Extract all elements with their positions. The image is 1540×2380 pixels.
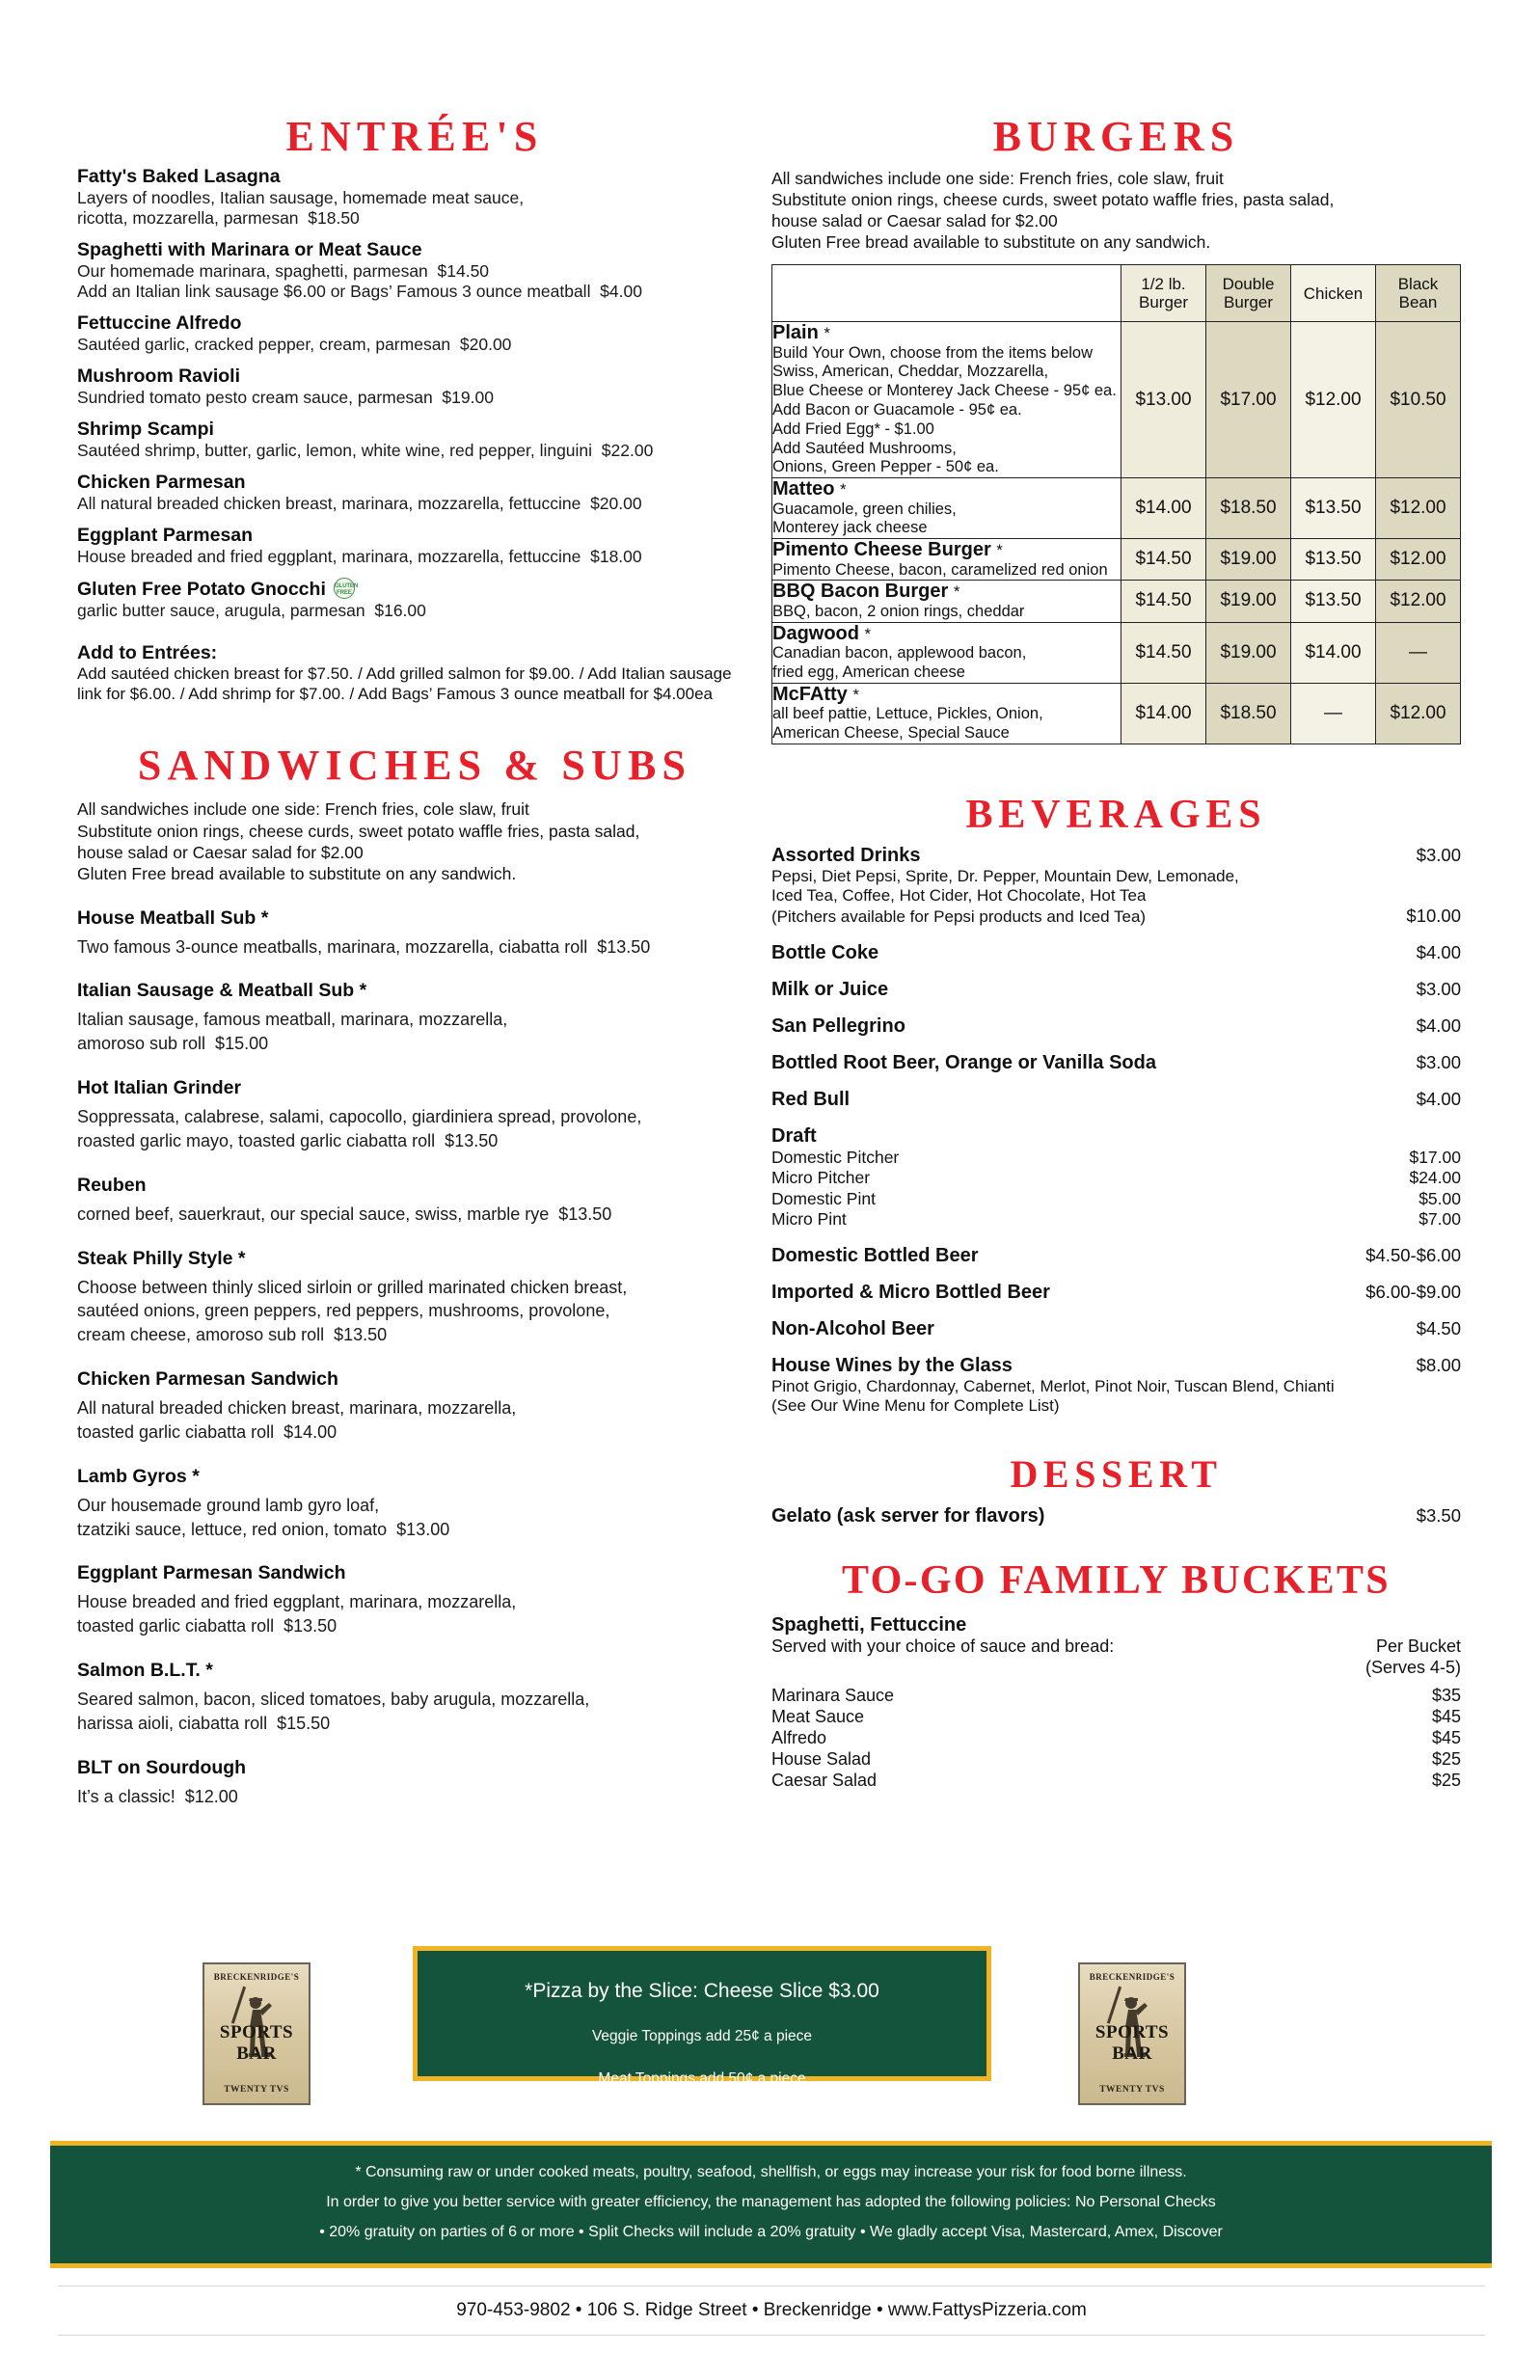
asterisk-icon: * bbox=[996, 541, 1003, 560]
togo-subtitle: Spaghetti, Fettuccine bbox=[771, 1613, 967, 1636]
beverage-price: $6.00-$9.00 bbox=[1365, 1281, 1461, 1302]
burger-name-cell bbox=[772, 322, 1121, 478]
sandwich-item-name: Reuben bbox=[77, 1174, 147, 1196]
sandwiches-list bbox=[77, 907, 752, 1809]
entree-item bbox=[77, 578, 752, 621]
burger-column-header: Double Burger bbox=[1206, 265, 1291, 322]
sandwich-item bbox=[77, 1077, 752, 1153]
entree-item-desc: House breaded and fried eggplant, marinara, mozzarella, fettuccine $18.00 bbox=[77, 547, 642, 566]
sandwich-item-desc: Our housemade ground lamb gyro loaf, tzatziki sauce, lettuce, red onion, tomato $13.00 bbox=[77, 1495, 450, 1539]
sandwich-item-desc: All natural breaded chicken breast, marinara, mozzarella, toasted garlic ciabatta roll $14.00 bbox=[77, 1398, 517, 1442]
togo-block bbox=[771, 1614, 1461, 1793]
togo-price: $25 bbox=[1431, 1771, 1461, 1791]
togo-label: Alfredo bbox=[771, 1728, 827, 1748]
sandwich-item-name: Salmon B.L.T. * bbox=[77, 1660, 213, 1682]
burger-price-cell: $14.00 bbox=[1291, 622, 1376, 683]
beverage-row bbox=[771, 845, 1461, 867]
togo-label: Caesar Salad bbox=[771, 1771, 878, 1791]
beverage-price: $4.00 bbox=[1416, 1088, 1461, 1109]
burger-table-row bbox=[772, 322, 1461, 478]
sports-bar-logo-left bbox=[203, 1962, 311, 2105]
beverage-name: House Wines by the Glass bbox=[771, 1354, 1013, 1376]
beverage-price: $3.00 bbox=[1416, 844, 1461, 865]
beverage-row bbox=[771, 1015, 1461, 1038]
beverage-price: $4.50 bbox=[1416, 1317, 1461, 1339]
sandwich-item-desc: It’s a classic! $12.00 bbox=[77, 1786, 238, 1806]
sandwich-item-desc: corned beef, sauerkraut, our special sauce, swiss, marble rye $13.50 bbox=[77, 1204, 612, 1224]
draft-price: $24.00 bbox=[1409, 1168, 1461, 1188]
burger-name: Dagwood * bbox=[772, 622, 872, 644]
burger-price-cell: — bbox=[1376, 622, 1461, 683]
draft-heading: Draft bbox=[771, 1124, 817, 1147]
togo-per-bucket-label: Per Bucket bbox=[1375, 1636, 1461, 1656]
burger-name-cell bbox=[772, 622, 1121, 683]
beverage-row bbox=[771, 1318, 1461, 1340]
beverage-row bbox=[771, 1245, 1461, 1267]
burger-table-row bbox=[772, 683, 1461, 744]
togo-label: Marinara Sauce bbox=[771, 1686, 895, 1706]
burger-desc: BBQ, bacon, 2 onion rings, cheddar bbox=[772, 602, 1025, 620]
burger-price-cell: $13.00 bbox=[1121, 322, 1206, 478]
logo-bottom-text: TWENTY TVS bbox=[224, 2085, 289, 2095]
burger-name-cell bbox=[772, 478, 1121, 539]
togo-price: $45 bbox=[1431, 1728, 1461, 1748]
policy-line-1: * Consuming raw or under cooked meats, poultry, seafood, shellfish, or eggs may increase your risk for food borne illness. bbox=[355, 2164, 1187, 2180]
burger-price-cell: $14.50 bbox=[1121, 622, 1206, 683]
togo-price: $35 bbox=[1431, 1686, 1461, 1706]
entree-item-name: Eggplant Parmesan bbox=[77, 525, 254, 546]
burger-desc: Pimento Cheese, bacon, caramelized red onion bbox=[772, 560, 1108, 579]
entree-item-desc: Sautéed shrimp, butter, garlic, lemon, white wine, red pepper, linguini $22.00 bbox=[77, 441, 654, 460]
togo-line bbox=[771, 1686, 1461, 1707]
burger-price-cell: $12.00 bbox=[1376, 581, 1461, 622]
logo-bottom-text-right: TWENTY TVS bbox=[1099, 2085, 1165, 2095]
togo-serves-row bbox=[771, 1658, 1461, 1679]
sandwich-item bbox=[77, 980, 752, 1056]
togo-line bbox=[771, 1707, 1461, 1728]
entree-item bbox=[77, 472, 752, 514]
draft-price: $7.00 bbox=[1418, 1209, 1461, 1230]
burger-table-row bbox=[772, 622, 1461, 683]
slice-veggie-line: Veggie Toppings add 25¢ a piece bbox=[591, 2028, 813, 2044]
beverage-assorted-block bbox=[771, 845, 1461, 928]
logo-top-text: BRECKENRIDGE'S bbox=[213, 1972, 300, 1982]
burger-price-cell: $19.00 bbox=[1206, 622, 1291, 683]
beverage-pitcher-price: $10.00 bbox=[1406, 906, 1461, 927]
burger-price-cell: $14.00 bbox=[1121, 683, 1206, 744]
togo-label: Meat Sauce bbox=[771, 1707, 865, 1727]
draft-label: Micro Pitcher bbox=[771, 1168, 871, 1188]
entree-item-desc: Our homemade marinara, spaghetti, parmesan $14.50 Add an Italian link sausage $6.00 or Bags’ Famous 3 ounce meatball $4.00 bbox=[77, 261, 642, 301]
beverage-price: $3.00 bbox=[1416, 1051, 1461, 1072]
beverage-price: $4.00 bbox=[1416, 941, 1461, 962]
burger-price-cell: $14.50 bbox=[1121, 581, 1206, 622]
contact-info-bar bbox=[58, 2285, 1485, 2336]
entree-item-name: Fettuccine Alfredo bbox=[77, 312, 242, 334]
entree-item bbox=[77, 239, 752, 302]
togo-label: House Salad bbox=[771, 1749, 872, 1770]
togo-price: $25 bbox=[1431, 1749, 1461, 1770]
entree-item-desc: All natural breaded chicken breast, marinara, mozzarella, fettuccine $20.00 bbox=[77, 494, 642, 513]
beverages-heading: BEVERAGES bbox=[965, 792, 1267, 837]
beverage-row bbox=[771, 1052, 1461, 1074]
beverage-price: $8.00 bbox=[1416, 1354, 1461, 1375]
beverage-row bbox=[771, 1089, 1461, 1111]
sandwich-item-name: Hot Italian Grinder bbox=[77, 1077, 242, 1099]
beverage-pitcher-text: (Pitchers available for Pepsi products and Iced Tea) bbox=[771, 907, 1147, 927]
draft-line bbox=[771, 1148, 1461, 1169]
draft-price: $17.00 bbox=[1409, 1147, 1461, 1167]
entree-item bbox=[77, 419, 752, 461]
beverage-desc: Pepsi, Diet Pepsi, Sprite, Dr. Pepper, Mountain Dew, Lemonade, Iced Tea, Coffee, Hot Cider, Hot Chocolate, Hot Tea bbox=[771, 866, 1239, 905]
togo-serves-label: (Serves 4-5) bbox=[1364, 1657, 1461, 1677]
draft-line bbox=[771, 1168, 1461, 1189]
left-column bbox=[77, 113, 752, 1830]
policy-disclaimer-box bbox=[50, 2141, 1492, 2268]
togo-price: $45 bbox=[1431, 1707, 1461, 1727]
draft-price: $5.00 bbox=[1418, 1188, 1461, 1208]
beverage-price: $3.00 bbox=[1416, 978, 1461, 999]
entree-item-name: Gluten Free Potato Gnocchi GLUTEN FREE bbox=[77, 579, 359, 600]
entree-item-name: Fatty's Baked Lasagna bbox=[77, 166, 281, 187]
entree-item bbox=[77, 312, 752, 355]
burger-price-cell: — bbox=[1291, 683, 1376, 744]
entree-item bbox=[77, 166, 752, 229]
sandwich-item bbox=[77, 1248, 752, 1347]
burger-desc: Guacamole, green chilies, Monterey jack cheese bbox=[772, 500, 957, 537]
burger-price-cell: $19.00 bbox=[1206, 581, 1291, 622]
add-to-entrees-heading: Add to Entrées: bbox=[77, 642, 218, 663]
add-to-entrees-desc: Add sautéed chicken breast for $7.50. / Add grilled salmon for $9.00. / Add Italian sausage link for $6.00. / Add shrimp for $7.00. / Add Bags’ Famous 3 ounce meatball for $4.00ea bbox=[77, 664, 732, 703]
togo-line bbox=[771, 1771, 1461, 1792]
togo-heading: TO-GO FAMILY BUCKETS bbox=[842, 1557, 1391, 1603]
slice-meat-line: Meat Toppings add 50¢ a piece bbox=[598, 2070, 806, 2087]
burger-table-row bbox=[772, 539, 1461, 581]
beverage-name: Red Bull bbox=[771, 1088, 851, 1110]
burger-price-cell: $14.50 bbox=[1121, 539, 1206, 581]
dessert-item-price: $3.50 bbox=[1416, 1504, 1461, 1526]
entree-item-desc: Sautéed garlic, cracked pepper, cream, parmesan $20.00 bbox=[77, 335, 512, 354]
burger-column-header: 1/2 lb. Burger bbox=[1121, 265, 1206, 322]
burger-price-cell: $18.50 bbox=[1206, 478, 1291, 539]
beverage-name: Bottled Root Beer, Orange or Vanilla Soda bbox=[771, 1051, 1156, 1073]
burger-price-cell: $12.00 bbox=[1376, 478, 1461, 539]
beverages-list bbox=[771, 845, 1461, 1417]
draft-label: Micro Pint bbox=[771, 1209, 847, 1230]
burgers-note: All sandwiches include one side: French fries, cole slaw, fruit Substitute onion rings, cheese curds, sweet potato waffle fries, pasta salad, house salad or Caesar salad for $2.00 Gluten Free bread available to substitute on any sandwich. bbox=[771, 169, 1335, 253]
burger-price-cell: $10.50 bbox=[1376, 322, 1461, 478]
sandwiches-note: All sandwiches include one side: French fries, cole slaw, fruit Substitute onion rings, cheese curds, sweet potato waffle fries, pasta salad, house salad or Caesar salad for $2.00 Gluten Free bread available to substitute on any sandwich. bbox=[77, 799, 640, 883]
burger-price-cell: $14.00 bbox=[1121, 478, 1206, 539]
sandwich-item bbox=[77, 1175, 752, 1227]
entree-item bbox=[77, 365, 752, 408]
beverage-name: Domestic Bottled Beer bbox=[771, 1244, 979, 1266]
burger-table-row bbox=[772, 478, 1461, 539]
dessert-heading: DESSERT bbox=[1010, 1451, 1223, 1496]
burger-name: Pimento Cheese Burger * bbox=[772, 539, 1003, 561]
beverage-name: Milk or Juice bbox=[771, 978, 889, 1000]
burger-desc: all beef pattie, Lettuce, Pickles, Onion, American Cheese, Special Sauce bbox=[772, 704, 1043, 742]
togo-served-label: Served with your choice of sauce and bread: bbox=[771, 1636, 1115, 1656]
burger-price-cell: $19.00 bbox=[1206, 539, 1291, 581]
asterisk-icon: * bbox=[953, 582, 960, 602]
slice-title: *Pizza by the Slice: Cheese Slice $3.00 bbox=[525, 1980, 879, 2002]
sandwich-item-name: Steak Philly Style * bbox=[77, 1247, 246, 1269]
draft-label: Domestic Pitcher bbox=[771, 1147, 900, 1167]
contact-text: 970-453-9802 • 106 S. Ridge Street • Breckenridge • www.FattysPizzeria.com bbox=[456, 2300, 1087, 2320]
togo-line bbox=[771, 1749, 1461, 1771]
entree-item-name: Shrimp Scampi bbox=[77, 419, 214, 440]
asterisk-icon: * bbox=[824, 324, 830, 343]
entree-item-name: Chicken Parmesan bbox=[77, 472, 246, 493]
add-to-entrees-block bbox=[77, 642, 752, 704]
sandwich-item-name: Lamb Gyros * bbox=[77, 1465, 200, 1487]
beverage-desc: Pinot Grigio, Chardonnay, Cabernet, Merlot, Pinot Noir, Tuscan Blend, Chianti (See Our Wine Menu for Complete List) bbox=[771, 1376, 1335, 1416]
beverage-price: $4.50-$6.00 bbox=[1365, 1244, 1461, 1265]
beverage-price: $4.00 bbox=[1416, 1014, 1461, 1036]
sports-bar-logo-right bbox=[1078, 1962, 1186, 2105]
burger-name: BBQ Bacon Burger * bbox=[772, 581, 960, 603]
sandwich-item bbox=[77, 1562, 752, 1638]
togo-served-row bbox=[771, 1636, 1461, 1658]
burger-desc: Canadian bacon, applewood bacon, fried egg, American cheese bbox=[772, 643, 1027, 681]
burger-price-cell: $13.50 bbox=[1291, 581, 1376, 622]
beverage-name: Non-Alcohol Beer bbox=[771, 1317, 934, 1339]
burger-name-cell bbox=[772, 581, 1121, 622]
entree-item-name: Mushroom Ravioli bbox=[77, 365, 241, 387]
beverage-name: Bottle Coke bbox=[771, 941, 879, 963]
house-wines-block bbox=[771, 1355, 1461, 1417]
burger-price-cell: $12.00 bbox=[1376, 539, 1461, 581]
burger-price-cell: $13.50 bbox=[1291, 539, 1376, 581]
beverage-pitcher-row bbox=[771, 906, 1461, 927]
entree-item-desc: Sundried tomato pesto cream sauce, parmesan $19.00 bbox=[77, 388, 494, 407]
sandwich-item-name: BLT on Sourdough bbox=[77, 1756, 247, 1778]
togo-price-lines bbox=[771, 1686, 1461, 1792]
sandwich-item-name: Italian Sausage & Meatball Sub * bbox=[77, 980, 367, 1002]
burger-name: Plain * bbox=[772, 322, 830, 344]
entree-item bbox=[77, 525, 752, 567]
entrees-heading: ENTRÉE'S bbox=[285, 113, 544, 160]
burger-name: McFAtty * bbox=[772, 683, 859, 705]
beverage-row bbox=[771, 979, 1461, 1001]
sandwich-item-desc: House breaded and fried eggplant, marinara, mozzarella, toasted garlic ciabatta roll $13.50 bbox=[77, 1592, 517, 1636]
burger-column-header: Black Bean bbox=[1376, 265, 1461, 322]
sandwich-item-desc: Italian sausage, famous meatball, marinara, mozzarella, amoroso sub roll $15.00 bbox=[77, 1010, 508, 1054]
sandwich-item-name: Chicken Parmesan Sandwich bbox=[77, 1368, 338, 1391]
burger-name-cell bbox=[772, 683, 1121, 744]
burger-price-cell: $12.00 bbox=[1291, 322, 1376, 478]
burger-name: Matteo * bbox=[772, 478, 847, 500]
burger-price-cell: $17.00 bbox=[1206, 322, 1291, 478]
togo-line bbox=[771, 1728, 1461, 1749]
sandwich-item bbox=[77, 1466, 752, 1542]
pizza-by-the-slice-box bbox=[413, 1946, 991, 2087]
entrees-list bbox=[77, 166, 752, 621]
logo-mid-text: SPORTS BAR bbox=[219, 2022, 294, 2064]
logo-mid-text-right: SPORTS BAR bbox=[1094, 2022, 1170, 2064]
asterisk-icon: * bbox=[852, 685, 859, 704]
sandwich-item-desc: Soppressata, calabrese, salami, capocollo, giardiniera spread, provolone, roasted garlic mayo, toasted garlic ciabatta roll $13.50 bbox=[77, 1107, 642, 1150]
sandwich-item-desc: Choose between thinly sliced sirloin or grilled marinated chicken breast, sautéed onions, green peppers, red peppers, mushrooms, provolone, cream cheese, amoroso sub roll $13.50 bbox=[77, 1277, 628, 1345]
burger-table-row bbox=[772, 581, 1461, 622]
entree-item-desc: garlic butter sauce, arugula, parmesan $16.00 bbox=[77, 601, 426, 620]
sandwich-item bbox=[77, 907, 752, 960]
asterisk-icon: * bbox=[864, 624, 872, 643]
policy-line-3: • 20% gratuity on parties of 6 or more • Split Checks will include a 20% gratuity • We gladly accept Visa, Mastercard, Amex, Discover bbox=[319, 2223, 1223, 2240]
dessert-item-name: Gelato (ask server for flavors) bbox=[771, 1504, 1045, 1527]
burger-desc: Build Your Own, choose from the items below Swiss, American, Cheddar, Mozzarella, Blue Cheese or Monterey Jack Cheese - 95¢ ea. Add Bacon or Guacamole - 95¢ ea. Add Fried Egg* - $1.00 Add Sautéed Mushrooms, Onions, Green Pepper - 50¢ ea. bbox=[772, 343, 1117, 476]
beverage-name: San Pellegrino bbox=[771, 1014, 905, 1037]
sandwich-item-desc: Two famous 3-ounce meatballs, marinara, mozzarella, ciabatta roll $13.50 bbox=[77, 936, 651, 957]
sandwich-item bbox=[77, 1660, 752, 1736]
asterisk-icon: * bbox=[840, 480, 847, 500]
draft-label: Domestic Pint bbox=[771, 1188, 876, 1208]
dessert-item bbox=[771, 1505, 1461, 1528]
beverage-row bbox=[771, 1282, 1461, 1304]
entree-item-name: Spaghetti with Marinara or Meat Sauce bbox=[77, 239, 422, 260]
entree-item-desc: Layers of noodles, Italian sausage, homemade meat sauce, ricotta, mozzarella, parmesan $18.50 bbox=[77, 188, 525, 228]
sandwich-item bbox=[77, 1757, 752, 1809]
draft-block bbox=[771, 1125, 1461, 1231]
burger-price-cell: $13.50 bbox=[1291, 478, 1376, 539]
gluten-free-icon: GLUTEN FREE bbox=[334, 578, 355, 599]
policy-line-2: In order to give you better service with greater efficiency, the management has adopted the following policies: No Personal Checks bbox=[326, 2193, 1216, 2210]
logo-top-text-right: BRECKENRIDGE'S bbox=[1089, 1972, 1175, 1982]
beverage-row bbox=[771, 942, 1461, 964]
draft-line bbox=[771, 1209, 1461, 1231]
burger-price-table bbox=[771, 264, 1461, 744]
beverage-name: Assorted Drinks bbox=[771, 844, 921, 866]
burger-price-cell: $12.00 bbox=[1376, 683, 1461, 744]
sandwiches-heading: SANDWICHES & SUBS bbox=[137, 742, 692, 790]
burger-table-blank-corner bbox=[772, 265, 1121, 322]
sandwich-item-name: House Meatball Sub * bbox=[77, 906, 269, 929]
sandwich-item bbox=[77, 1368, 752, 1445]
burger-name-cell bbox=[772, 539, 1121, 581]
beverage-name: Imported & Micro Bottled Beer bbox=[771, 1281, 1050, 1303]
sandwich-item-desc: Seared salmon, bacon, sliced tomatoes, baby arugula, mozzarella, harissa aioli, ciabatta roll $15.50 bbox=[77, 1690, 590, 1733]
right-column bbox=[771, 113, 1461, 1792]
burger-column-header: Chicken bbox=[1291, 265, 1376, 322]
burgers-heading: BURGERS bbox=[992, 113, 1240, 160]
draft-line bbox=[771, 1189, 1461, 1210]
beverage-row bbox=[771, 1355, 1461, 1377]
sandwich-item-name: Eggplant Parmesan Sandwich bbox=[77, 1562, 346, 1584]
burger-price-cell: $18.50 bbox=[1206, 683, 1291, 744]
